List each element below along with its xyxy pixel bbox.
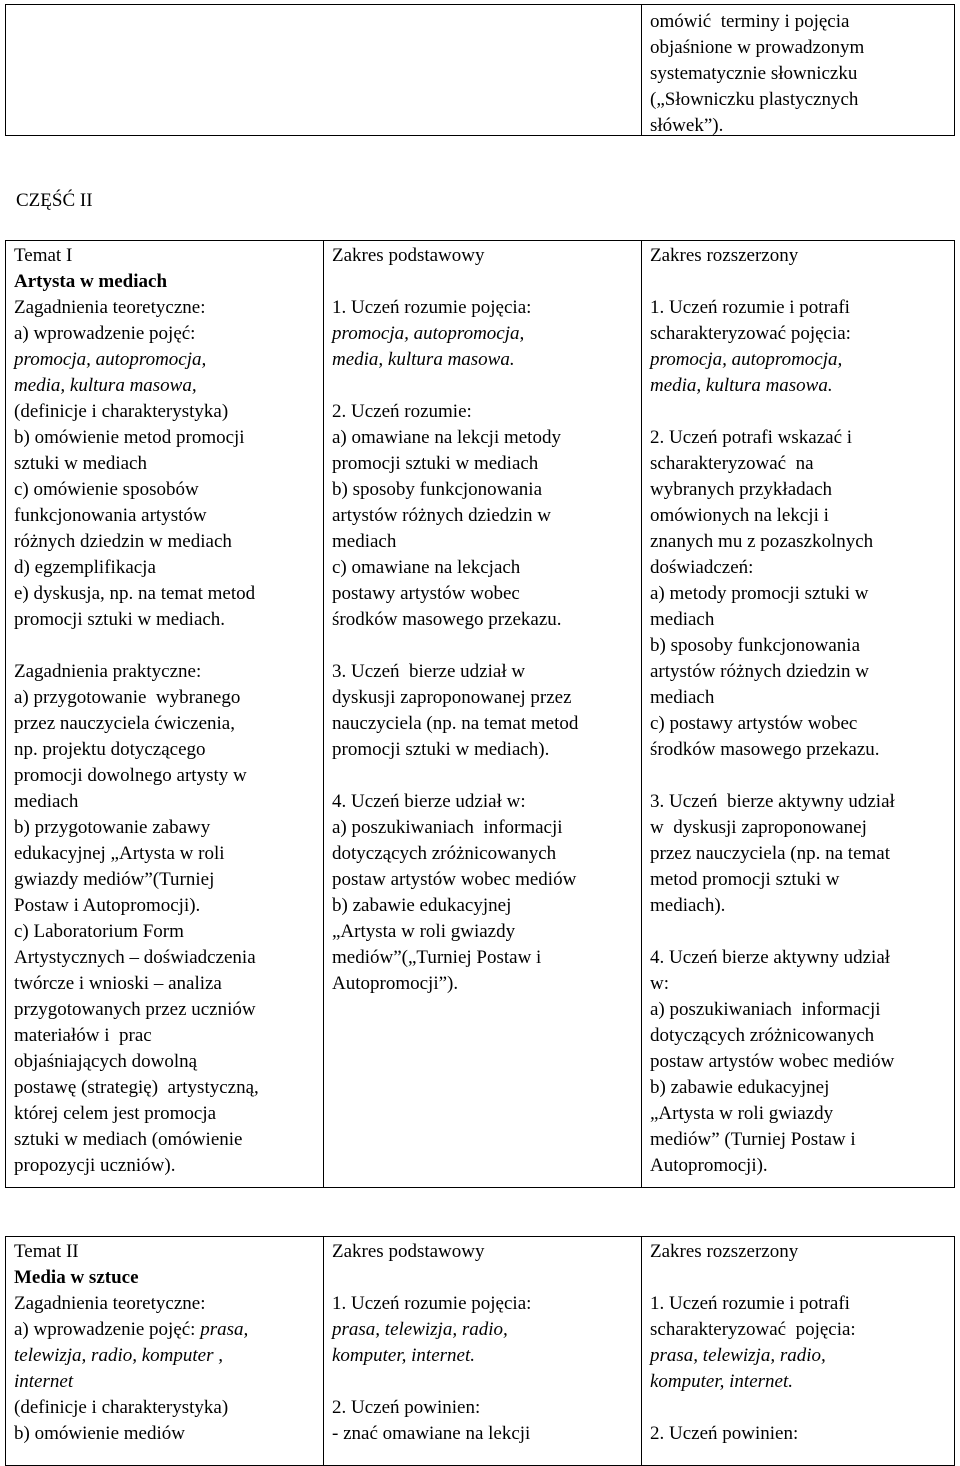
practice-line: objaśniających dowolną bbox=[14, 1051, 198, 1072]
outcome-line: promocja, autopromocja, bbox=[332, 323, 525, 344]
outcome-line: prasa, telewizja, radio, bbox=[650, 1345, 826, 1366]
outcome-line: dyskusji zaproponowanej przez bbox=[332, 687, 572, 708]
top-row-line: słówek”). bbox=[650, 115, 724, 136]
outcome-line: mediach). bbox=[650, 895, 726, 916]
topic2-col1-cell bbox=[5, 1236, 324, 1466]
spacer bbox=[650, 763, 946, 789]
outcome-line: 1. Uczeń rozumie pojęcia: bbox=[332, 1293, 532, 1314]
theory-line: (definicje i charakterystyka) bbox=[14, 401, 229, 422]
topic-title: Media w sztuce bbox=[14, 1267, 139, 1288]
outcome-line: a) poszukiwaniach informacji bbox=[332, 817, 563, 838]
outcome-line: środków masowego przekazu. bbox=[650, 739, 880, 760]
outcome-line: mediach bbox=[332, 531, 397, 552]
top-row-left-cell bbox=[5, 4, 642, 136]
outcome-line: omówionych na lekcji i bbox=[650, 505, 829, 526]
spacer bbox=[332, 1369, 633, 1395]
practice-line: gwiazdy mediów”(Turniej bbox=[14, 869, 215, 890]
theory-line: b) omówienie mediów bbox=[14, 1423, 185, 1444]
practice-line: edukacyjnej „Artysta w roli bbox=[14, 843, 225, 864]
theory-line: (definicje i charakterystyka) bbox=[14, 1397, 229, 1418]
outcome-line: Autopromocji). bbox=[650, 1155, 768, 1176]
outcome-line: artystów różnych dziedzin w bbox=[650, 661, 869, 682]
theory-line: b) omówienie metod promocji bbox=[14, 427, 245, 448]
outcome-line: b) sposoby funkcjonowania bbox=[650, 635, 861, 656]
practice-line: twórcze i wnioski – analiza bbox=[14, 973, 222, 994]
outcome-line: komputer, internet. bbox=[650, 1371, 794, 1392]
practice-line: b) przygotowanie zabawy bbox=[14, 817, 211, 838]
outcome-line: b) zabawie edukacyjnej bbox=[650, 1077, 830, 1098]
outcome-line: 1. Uczeń rozumie pojęcia: bbox=[332, 297, 532, 318]
outcome-line: 1. Uczeń rozumie i potrafi bbox=[650, 297, 850, 318]
outcome-line: 2. Uczeń powinien: bbox=[332, 1397, 481, 1418]
outcome-line: mediów”(„Turniej Postaw i bbox=[332, 947, 542, 968]
practice-line: c) Laboratorium Form bbox=[14, 921, 184, 942]
column-header: Zakres podstawowy bbox=[332, 1241, 485, 1262]
outcome-line: b) sposoby funkcjonowania bbox=[332, 479, 543, 500]
outcome-line: b) zabawie edukacyjnej bbox=[332, 895, 512, 916]
theory-line: c) omówienie sposobów bbox=[14, 479, 199, 500]
outcome-line: w: bbox=[650, 973, 669, 994]
top-row-line: omówić terminy i pojęcia bbox=[650, 11, 850, 32]
top-row-right-cell bbox=[641, 4, 955, 136]
theory-line: media, kultura masowa, bbox=[14, 375, 197, 396]
outcome-line: 2. Uczeń powinien: bbox=[650, 1423, 799, 1444]
outcome-line: dotyczących zróżnicowanych bbox=[650, 1025, 875, 1046]
section-heading: CZĘŚĆ II bbox=[16, 190, 93, 211]
outcome-line: promocji sztuki w mediach). bbox=[332, 739, 550, 760]
outcome-line: 2. Uczeń potrafi wskazać i bbox=[650, 427, 853, 448]
outcome-line: promocji sztuki w mediach bbox=[332, 453, 539, 474]
outcome-line: w dyskusji zaproponowanej bbox=[650, 817, 867, 838]
outcome-line: media, kultura masowa. bbox=[332, 349, 515, 370]
theory-line bbox=[14, 1317, 315, 1343]
theory-line: sztuki w mediach bbox=[14, 453, 147, 474]
practice-line: promocji dowolnego artysty w bbox=[14, 765, 247, 786]
practice-line: materiałów i prac bbox=[14, 1025, 152, 1046]
top-row-line: systematycznie słowniczku bbox=[650, 63, 858, 84]
theory-line: funkcjonowania artystów bbox=[14, 505, 207, 526]
outcome-line: doświadczeń: bbox=[650, 557, 754, 578]
practice-line: przez nauczyciela ćwiczenia, bbox=[14, 713, 235, 734]
spacer bbox=[650, 919, 946, 945]
outcome-line: 3. Uczeń bierze udział w bbox=[332, 661, 526, 682]
spacer bbox=[650, 399, 946, 425]
spacer bbox=[332, 763, 633, 789]
theory-line: różnych dziedzin w mediach bbox=[14, 531, 232, 552]
practice-line: przygotowanych przez uczniów bbox=[14, 999, 256, 1020]
top-row-line: objaśnione w prowadzonym bbox=[650, 37, 865, 58]
theory-line: d) egzemplifikacja bbox=[14, 557, 156, 578]
spacer bbox=[332, 373, 633, 399]
outcome-line: dotyczących zróżnicowanych bbox=[332, 843, 557, 864]
outcome-line: promocja, autopromocja, bbox=[650, 349, 843, 370]
outcome-line: 4. Uczeń bierze aktywny udział bbox=[650, 947, 891, 968]
outcome-line: - znać omawiane na lekcji bbox=[332, 1423, 531, 1444]
topic-label: Temat II bbox=[14, 1241, 79, 1262]
practice-line: propozycji uczniów). bbox=[14, 1155, 176, 1176]
column-header: Zakres rozszerzony bbox=[650, 1241, 799, 1262]
outcome-line: postaw artystów wobec mediów bbox=[650, 1051, 895, 1072]
practice-heading: Zagadnienia praktyczne: bbox=[14, 661, 202, 682]
outcome-line: prasa, telewizja, radio, bbox=[332, 1319, 508, 1340]
spacer bbox=[650, 269, 946, 295]
outcome-line: artystów różnych dziedzin w bbox=[332, 505, 551, 526]
theory-line: internet bbox=[14, 1371, 74, 1392]
outcome-line: 2. Uczeń rozumie: bbox=[332, 401, 472, 422]
theory-line-plain: a) wprowadzenie pojęć: bbox=[14, 1319, 201, 1340]
outcome-line: metod promocji sztuki w bbox=[650, 869, 840, 890]
theory-line: a) wprowadzenie pojęć: bbox=[14, 323, 196, 344]
outcome-line: postawy artystów wobec bbox=[332, 583, 520, 604]
outcome-line: „Artysta w roli gwiazdy bbox=[650, 1103, 834, 1124]
practice-line: Artystycznych – doświadczenia bbox=[14, 947, 256, 968]
spacer bbox=[332, 269, 633, 295]
outcome-line: 1. Uczeń rozumie i potrafi bbox=[650, 1293, 850, 1314]
column-header: Zakres rozszerzony bbox=[650, 245, 799, 266]
outcome-line: a) omawiane na lekcji metody bbox=[332, 427, 561, 448]
outcome-line: c) omawiane na lekcjach bbox=[332, 557, 521, 578]
outcome-line: przez nauczyciela (np. na temat bbox=[650, 843, 890, 864]
outcome-line: scharakteryzować pojęcia: bbox=[650, 323, 851, 344]
theory-line-italic: prasa, bbox=[200, 1319, 249, 1340]
outcome-line: a) metody promocji sztuki w bbox=[650, 583, 869, 604]
theory-line: telewizja, radio, komputer , bbox=[14, 1345, 223, 1366]
outcome-line: mediach bbox=[650, 687, 715, 708]
spacer bbox=[650, 1265, 946, 1291]
practice-line: mediach bbox=[14, 791, 79, 812]
topic-label: Temat I bbox=[14, 245, 73, 266]
outcome-line: komputer, internet. bbox=[332, 1345, 476, 1366]
outcome-line: nauczyciela (np. na temat metod bbox=[332, 713, 579, 734]
theory-line: e) dyskusja, np. na temat metod bbox=[14, 583, 256, 604]
theory-line: promocja, autopromocja, bbox=[14, 349, 207, 370]
outcome-line: media, kultura masowa. bbox=[650, 375, 833, 396]
spacer bbox=[332, 633, 633, 659]
practice-line: sztuki w mediach (omówienie bbox=[14, 1129, 243, 1150]
outcome-line: Autopromocji”). bbox=[332, 973, 459, 994]
practice-line: np. projektu dotyczącego bbox=[14, 739, 206, 760]
outcome-line: wybranych przykładach bbox=[650, 479, 833, 500]
outcome-line: mediach bbox=[650, 609, 715, 630]
top-row-line: („Słowniczku plastycznych bbox=[650, 89, 859, 110]
outcome-line: znanych mu z pozaszkolnych bbox=[650, 531, 874, 552]
outcome-line: scharakteryzować pojęcia: bbox=[650, 1319, 856, 1340]
outcome-line: środków masowego przekazu. bbox=[332, 609, 562, 630]
outcome-line: c) postawy artystów wobec bbox=[650, 713, 858, 734]
outcome-line: mediów” (Turniej Postaw i bbox=[650, 1129, 856, 1150]
outcome-line: „Artysta w roli gwiazdy bbox=[332, 921, 516, 942]
theory-heading: Zagadnienia teoretyczne: bbox=[14, 1293, 206, 1314]
topic2-col3-cell bbox=[641, 1236, 955, 1466]
topic1-col2-cell bbox=[323, 240, 642, 1188]
theory-line: promocji sztuki w mediach. bbox=[14, 609, 226, 630]
outcome-line: scharakteryzować na bbox=[650, 453, 814, 474]
practice-line: Postaw i Autopromocji). bbox=[14, 895, 201, 916]
practice-line: postawę (strategię) artystyczną, bbox=[14, 1077, 259, 1098]
topic-title: Artysta w mediach bbox=[14, 271, 168, 292]
outcome-line: postaw artystów wobec mediów bbox=[332, 869, 577, 890]
outcome-line: 3. Uczeń bierze aktywny udział bbox=[650, 791, 895, 812]
outcome-line: a) poszukiwaniach informacji bbox=[650, 999, 881, 1020]
topic1-col3-cell bbox=[641, 240, 955, 1188]
spacer bbox=[14, 633, 315, 659]
spacer bbox=[332, 1265, 633, 1291]
practice-line: której celem jest promocja bbox=[14, 1103, 217, 1124]
theory-heading: Zagadnienia teoretyczne: bbox=[14, 297, 206, 318]
practice-line: a) przygotowanie wybranego bbox=[14, 687, 241, 708]
topic2-col2-cell bbox=[323, 1236, 642, 1466]
spacer bbox=[650, 1395, 946, 1421]
outcome-line: 4. Uczeń bierze udział w: bbox=[332, 791, 526, 812]
column-header: Zakres podstawowy bbox=[332, 245, 485, 266]
topic1-col1-cell bbox=[5, 240, 324, 1188]
